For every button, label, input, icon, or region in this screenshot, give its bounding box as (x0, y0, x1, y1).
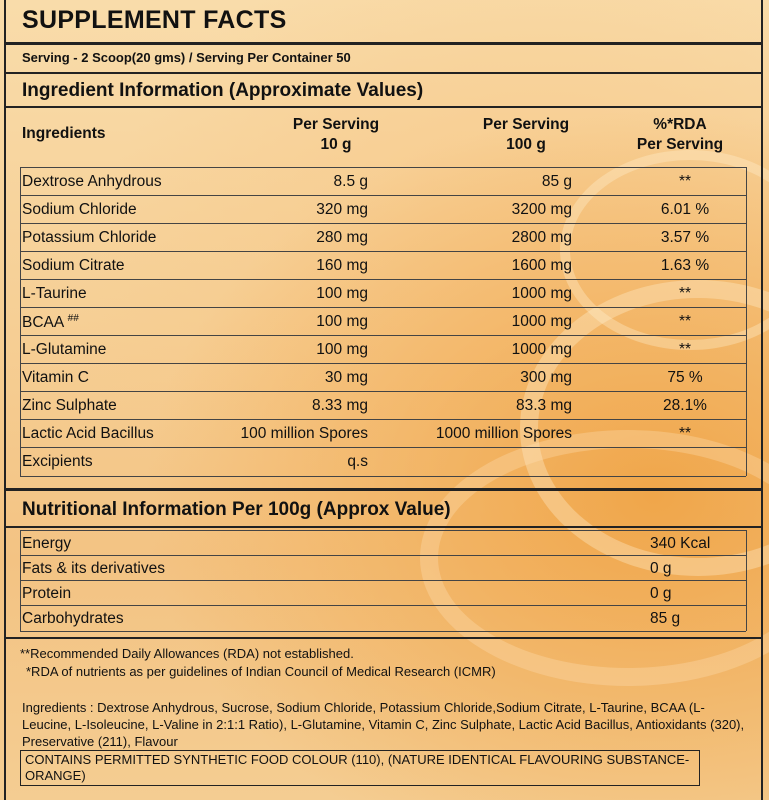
ingredient-name (22, 285, 87, 303)
divider (4, 488, 763, 491)
per-10g-value: q.s (347, 453, 368, 470)
nutrient-value: 340 Kcal (650, 535, 711, 552)
table-border (20, 530, 21, 631)
col-header-line: %*RDA (653, 116, 707, 133)
nutrition-heading: Nutritional Information Per 100g (Approx Value) (22, 499, 451, 520)
rda-footnote: **Recommended Daily Allowances (RDA) not established. (20, 646, 354, 661)
ingredient-name (22, 369, 89, 387)
divider (4, 72, 763, 74)
rda-value: ** (678, 173, 692, 190)
ingredient-name-text: Sodium Chloride (22, 201, 137, 218)
nutrient-name: Fats & its derivatives (22, 560, 165, 577)
table-row (20, 335, 746, 364)
ingredient-name (22, 257, 125, 275)
ingredient-name-text: Excipients (22, 453, 93, 470)
per-100g-value: 1600 mg (511, 257, 572, 274)
per-10g-value: 100 million Spores (240, 425, 368, 442)
col-header-ingredients: Ingredients (22, 125, 106, 142)
nutrition-row (20, 555, 746, 581)
nutrient-name: Energy (22, 535, 72, 552)
icmr-footnote: *RDA of nutrients as per guidelines of Indian Council of Medical Research (ICMR) (26, 664, 496, 679)
table-border (20, 167, 21, 476)
col-header-line: 100 g (506, 136, 546, 153)
ingredients-list: Ingredients : Dextrose Anhydrous, Sucrose, Sodium Chloride, Potassium Chloride,Sodium Citrate, L-Taurine, BCAA (L-Leucine, L-Isoleucine, L-Valine in 2:1:1 Ratio), L-Glutamine, Vitamin C, Zinc Sulphate, Lactic Acid Bacillus, Antioxidants (320), Preservative (211), Flavour (22, 700, 745, 749)
ingredient-name-text: Potassium Chloride (22, 229, 157, 246)
ingredient-info-heading: Ingredient Information (Approximate Values) (22, 80, 424, 101)
per-10g-value: 100 mg (316, 341, 368, 358)
per-100g-value: 1000 mg (511, 341, 572, 358)
per-100g-value: 2800 mg (511, 229, 572, 246)
ingredient-name-text: Dextrose Anhydrous (22, 173, 162, 190)
ingredient-name (22, 229, 156, 247)
col-header-per-100g (456, 115, 596, 155)
ingredient-name (22, 201, 137, 219)
nutrient-name: Protein (22, 585, 72, 602)
rda-value: ** (678, 425, 692, 442)
rda-value: 28.1% (663, 397, 707, 414)
ingredient-name-text: L-Glutamine (22, 341, 107, 358)
per-100g-value: 1000 million Spores (435, 425, 572, 442)
nutrient-value: 85 g (650, 610, 681, 627)
rda-value: 6.01 % (660, 201, 710, 218)
col-header-line: Per Serving (292, 116, 380, 133)
ingredient-name (22, 341, 106, 359)
ingredient-name-text: Vitamin C (22, 369, 89, 386)
rda-value: 1.63 % (660, 257, 710, 274)
ingredient-name-text: L-Taurine (22, 285, 87, 302)
per-10g-value: 160 mg (316, 257, 368, 274)
table-row (20, 195, 746, 224)
per-100g-value: 3200 mg (511, 201, 572, 218)
serving-info: Serving - 2 Scoop(20 gms) / Serving Per Container 50 (22, 50, 351, 65)
table-row (20, 391, 746, 420)
table-border (746, 167, 747, 476)
ingredient-name (22, 173, 162, 191)
ingredient-name-text: BCAA (22, 314, 64, 332)
per-10g-value: 30 mg (324, 369, 368, 386)
per-10g-value: 100 mg (316, 313, 368, 330)
col-header-line: Per Serving (636, 136, 724, 153)
ingredient-name (22, 453, 93, 471)
divider (4, 526, 763, 528)
table-row (20, 363, 746, 392)
rda-value: 75 % (667, 369, 703, 386)
table-row (20, 447, 746, 477)
rda-value: ** (678, 313, 692, 330)
ingredient-name-text: Zinc Sulphate (22, 397, 117, 414)
per-10g-value: 8.5 g (333, 173, 368, 190)
per-100g-value: 300 mg (520, 369, 572, 386)
nutrient-name: Carbohydrates (22, 610, 124, 627)
rda-value: ** (678, 341, 692, 358)
per-100g-value: 1000 mg (511, 285, 572, 302)
nutrient-value: 0 g (650, 585, 672, 602)
table-row (20, 251, 746, 280)
colour-notice-box: CONTAINS PERMITTED SYNTHETIC FOOD COLOUR (110), (NATURE IDENTICAL FLAVOURING SUBSTANCE-ORANGE) (20, 750, 700, 786)
nutrition-row (20, 605, 746, 632)
per-10g-value: 100 mg (316, 285, 368, 302)
col-header-line: 10 g (320, 136, 352, 153)
nutrition-row (20, 580, 746, 606)
per-10g-value: 280 mg (316, 229, 368, 246)
per-100g-value: 83.3 mg (515, 397, 572, 414)
ingredient-name (22, 313, 79, 332)
divider (4, 42, 763, 45)
footnote-mark: ## (67, 313, 79, 324)
table-row (20, 223, 746, 252)
ingredient-name-text: Sodium Citrate (22, 257, 125, 274)
divider (4, 637, 763, 639)
col-header-line: Per Serving (482, 116, 570, 133)
table-row (20, 419, 746, 448)
table-row (20, 307, 746, 336)
per-100g-value: 85 g (541, 173, 572, 190)
divider (4, 106, 763, 108)
label-title: SUPPLEMENT FACTS (22, 6, 287, 34)
ingredient-name (22, 425, 154, 443)
col-header-rda (620, 115, 740, 155)
ingredient-name (22, 397, 117, 415)
rda-value: 3.57 % (660, 229, 710, 246)
table-border (746, 530, 747, 631)
rda-value: ** (678, 285, 692, 302)
table-row (20, 279, 746, 308)
nutrition-row (20, 530, 746, 556)
table-row (20, 167, 746, 196)
per-100g-value: 1000 mg (511, 313, 572, 330)
col-header-per-10g (266, 115, 406, 155)
ingredient-name-text: Lactic Acid Bacillus (22, 425, 154, 442)
nutrient-value: 0 g (650, 560, 672, 577)
per-10g-value: 320 mg (316, 201, 368, 218)
per-10g-value: 8.33 mg (311, 397, 368, 414)
